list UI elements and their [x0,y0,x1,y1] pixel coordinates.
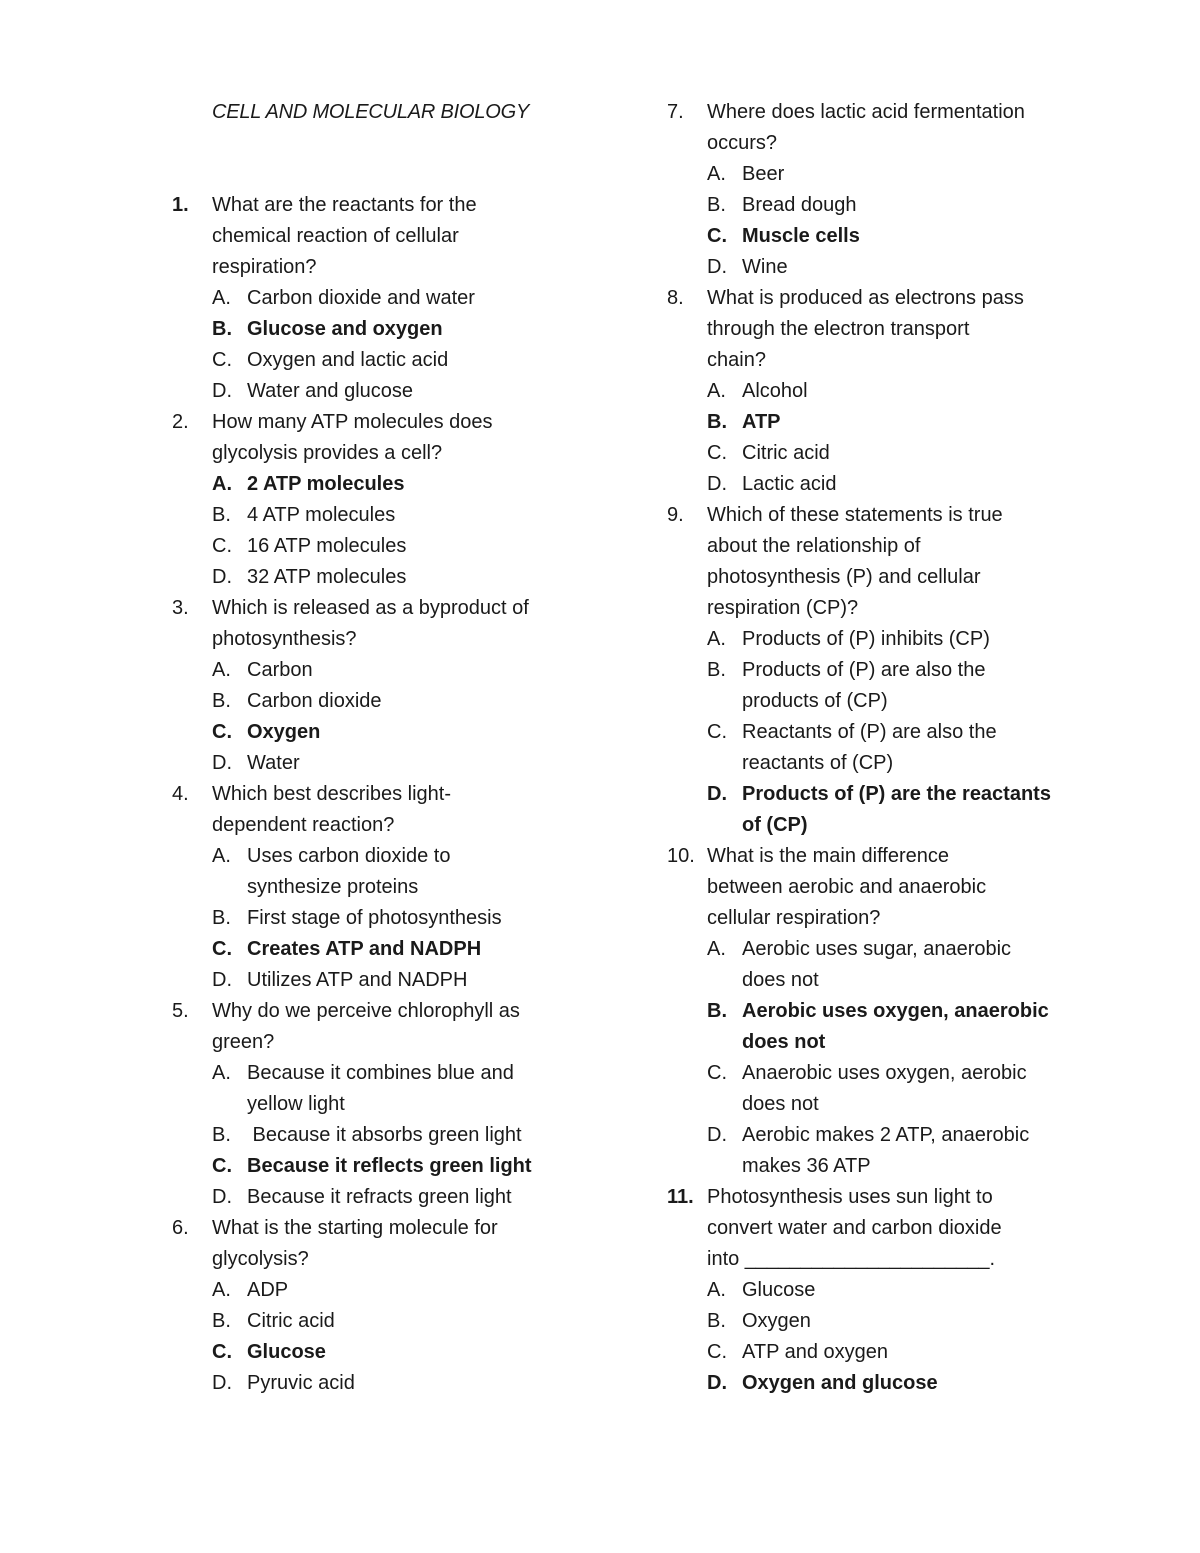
answer-option [667,934,1137,965]
question-text: How many ATP molecules does [212,411,493,433]
question-line [667,1182,1137,1213]
option-letter: B. [707,1000,727,1022]
answer-option [172,1306,642,1337]
question-number: 9. [667,504,684,526]
option-letter: D. [707,1372,727,1394]
answer-option [667,717,1137,748]
question-text: Why do we perceive chlorophyll as [212,1000,520,1022]
question-number: 10. [667,845,695,867]
question-text: Where does lactic acid fermentation [707,101,1025,123]
question-text-continued: glycolysis provides a cell? [212,442,443,464]
option-text-continued: yellow light [247,1093,345,1115]
title-spacer [172,128,642,190]
answer-option [172,655,642,686]
option-text-continued: does not [742,1093,819,1115]
option-letter: B. [707,659,726,681]
option-text: Oxygen and lactic acid [247,349,449,371]
answer-option [172,562,642,593]
option-text-continued: does not [742,1031,826,1053]
right-column [667,97,1137,1399]
option-text: Anaerobic uses oxygen, aerobic [742,1062,1027,1084]
question-number: 11. [667,1186,694,1208]
answer-option [172,531,642,562]
question-line [667,283,1137,314]
option-letter: A. [707,163,726,185]
question-text: Photosynthesis uses sun light to [707,1186,993,1208]
option-text-continued: reactants of (CP) [742,752,894,774]
option-letter: A. [707,938,726,960]
option-letter: C. [212,938,232,960]
option-text-continued: does not [742,969,819,991]
answer-option-correct [667,779,1137,810]
answer-option [667,655,1137,686]
option-letter: B. [212,504,231,526]
question-text-continued: photosynthesis (P) and cellular [707,566,981,588]
option-letter: D. [707,1124,727,1146]
option-text-continued: synthesize proteins [247,876,419,898]
option-text: Because it absorbs green light [247,1124,522,1146]
question-text-continued: chemical reaction of cellular [212,225,459,247]
option-text: Utilizes ATP and NADPH [247,969,468,991]
option-letter: C. [707,225,727,247]
answer-option-correct [172,469,642,500]
question-text-continued: between aerobic and anaerobic [707,876,987,898]
answer-option [172,1182,642,1213]
option-letter: A. [212,473,232,495]
option-letter: B. [212,1124,231,1146]
option-text: 2 ATP molecules [247,473,405,495]
question-number: 5. [172,1000,189,1022]
answer-option-correct [172,934,642,965]
option-text: Creates ATP and NADPH [247,938,482,960]
left-question-list [172,190,642,1399]
question-text-continued: respiration? [212,256,317,278]
option-text: Because it reflects green light [247,1155,532,1177]
question-line [172,593,642,624]
option-letter: C. [707,1062,727,1084]
answer-option-correct [172,314,642,345]
option-text: Reactants of (P) are also the [742,721,997,743]
option-letter: D. [707,256,727,278]
left-column [172,97,642,1399]
question-line [667,500,1137,531]
option-letter: C. [212,1341,232,1363]
option-text: Citric acid [742,442,830,464]
answer-option-correct [667,221,1137,252]
answer-option [172,686,642,717]
option-letter: D. [212,969,232,991]
option-text: ATP [742,411,781,433]
document-title: CELL AND MOLECULAR BIOLOGY [212,101,530,123]
option-text: Citric acid [247,1310,335,1332]
option-letter: D. [212,566,232,588]
option-letter: C. [212,349,232,371]
option-text: 16 ATP molecules [247,535,407,557]
option-text: Products of (P) inhibits (CP) [742,628,990,650]
question-text-continued: photosynthesis? [212,628,357,650]
option-text: Bread dough [742,194,857,216]
option-text: Beer [742,163,785,185]
question-text: What is the main difference [707,845,949,867]
option-text: Oxygen and glucose [742,1372,938,1394]
question-line [667,97,1137,128]
answer-option [667,624,1137,655]
option-text: Oxygen [742,1310,811,1332]
answer-option [172,1120,642,1151]
answer-option-correct [172,1337,642,1368]
question-text: What are the reactants for the [212,194,477,216]
option-letter: A. [212,1062,231,1084]
option-letter: A. [212,845,231,867]
option-letter: A. [707,628,726,650]
question-text: Which best describes light- [212,783,451,805]
option-text: Uses carbon dioxide to [247,845,451,867]
option-text: Muscle cells [742,225,860,247]
answer-option [667,1306,1137,1337]
answer-option [172,965,642,996]
option-text: Because it combines blue and [247,1062,514,1084]
answer-option [172,1368,642,1399]
question-text: What is produced as electrons pass [707,287,1024,309]
option-letter: D. [212,380,232,402]
answer-option-correct [667,996,1137,1027]
question-text-continued: occurs? [707,132,778,154]
question-number: 7. [667,101,684,123]
option-text: 32 ATP molecules [247,566,407,588]
option-letter: C. [212,1155,232,1177]
question-line [172,1213,642,1244]
answer-option [667,252,1137,283]
option-letter: A. [707,1279,726,1301]
question-line [172,996,642,1027]
option-letter: C. [212,721,232,743]
question-number: 3. [172,597,189,619]
option-letter: B. [212,690,231,712]
question-text-continued: green? [212,1031,275,1053]
option-text: Products of (P) are also the [742,659,986,681]
option-letter: C. [707,442,727,464]
option-text: Wine [742,256,788,278]
option-text: Products of (P) are the reactants [742,783,1051,805]
option-letter: D. [212,1372,232,1394]
option-letter: C. [707,721,727,743]
option-text: Glucose [247,1341,326,1363]
option-text: Aerobic uses sugar, anaerobic [742,938,1012,960]
answer-option [667,159,1137,190]
option-text-continued: of (CP) [742,814,808,836]
answer-option [172,1275,642,1306]
answer-option-correct [172,1151,642,1182]
option-letter: A. [212,1279,231,1301]
option-text: ADP [247,1279,289,1301]
answer-option [172,283,642,314]
question-number: 1. [172,194,189,216]
answer-option [667,376,1137,407]
answer-option [667,1275,1137,1306]
question-text-continued: convert water and carbon dioxide [707,1217,1002,1239]
answer-option [667,1058,1137,1089]
option-text: Aerobic makes 2 ATP, anaerobic [742,1124,1030,1146]
option-letter: B. [212,318,232,340]
option-letter: B. [707,194,726,216]
option-letter: A. [212,287,231,309]
option-text: ATP and oxygen [742,1341,889,1363]
question-text-continued: dependent reaction? [212,814,395,836]
answer-option [172,345,642,376]
question-text-continued: cellular respiration? [707,907,881,929]
option-text: Carbon dioxide and water [247,287,475,309]
answer-option [172,748,642,779]
option-text: Pyruvic acid [247,1372,355,1394]
answer-option [172,500,642,531]
question-line [172,190,642,221]
question-text-continued: chain? [707,349,766,371]
option-text: Water and glucose [247,380,414,402]
question-line [667,841,1137,872]
answer-option [667,190,1137,221]
option-letter: D. [707,783,727,805]
option-letter: D. [212,1186,232,1208]
answer-option-correct [667,1368,1137,1399]
option-text: Aerobic uses oxygen, anaerobic [742,1000,1049,1022]
option-letter: C. [212,535,232,557]
option-text-continued: products of (CP) [742,690,888,712]
answer-option [172,903,642,934]
option-text: 4 ATP molecules [247,504,396,526]
option-letter: B. [212,907,231,929]
question-text-continued: through the electron transport [707,318,970,340]
option-text: Oxygen [247,721,321,743]
answer-option [667,438,1137,469]
option-text-continued: makes 36 ATP [742,1155,871,1177]
option-letter: A. [212,659,231,681]
question-text: Which of these statements is true [707,504,1003,526]
answer-option-correct [172,717,642,748]
question-text-continued: respiration (CP)? [707,597,859,619]
question-number: 6. [172,1217,189,1239]
option-text: Glucose and oxygen [247,318,443,340]
option-letter: A. [707,380,726,402]
option-text: Glucose [742,1279,816,1301]
question-text-continued: glycolysis? [212,1248,309,1270]
answer-option [172,376,642,407]
option-letter: D. [707,473,727,495]
question-text: Which is released as a byproduct of [212,597,529,619]
option-text: Carbon dioxide [247,690,382,712]
option-text: Because it refracts green light [247,1186,512,1208]
answer-option [172,1058,642,1089]
option-text: Lactic acid [742,473,837,495]
option-letter: C. [707,1341,727,1363]
option-letter: B. [212,1310,231,1332]
right-question-list [667,97,1137,1399]
answer-option [667,469,1137,500]
question-text: What is the starting molecule for [212,1217,498,1239]
question-line [172,407,642,438]
question-number: 8. [667,287,684,309]
answer-option [667,1337,1137,1368]
option-letter: B. [707,1310,726,1332]
answer-option [667,1120,1137,1151]
question-text-continued: about the relationship of [707,535,921,557]
option-text: Carbon [247,659,313,681]
question-text-continued: into ______________________. [707,1248,996,1270]
option-text: Water [247,752,300,774]
option-text: Alcohol [742,380,808,402]
question-number: 4. [172,783,189,805]
option-letter: D. [212,752,232,774]
option-letter: B. [707,411,727,433]
answer-option-correct [667,407,1137,438]
question-number: 2. [172,411,189,433]
answer-option [172,841,642,872]
question-line [172,779,642,810]
option-text: First stage of photosynthesis [247,907,502,929]
